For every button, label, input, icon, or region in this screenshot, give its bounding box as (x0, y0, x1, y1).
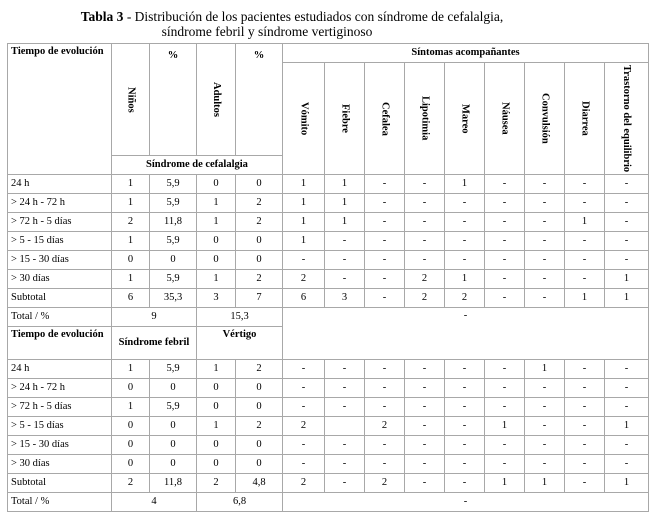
symptom-cell: - (485, 270, 525, 289)
symptom-cell: - (365, 436, 405, 455)
symptom-cell: - (565, 398, 605, 417)
symptom-cell: - (485, 251, 525, 270)
symptom-cell: - (445, 436, 485, 455)
row-label: > 24 h - 72 h (8, 379, 112, 398)
symptom-cell: - (485, 213, 525, 232)
symptom-cell: - (525, 251, 565, 270)
total-symptoms: - (283, 493, 649, 512)
value-cell: 0 (197, 232, 236, 251)
symptom-cell: 3 (325, 289, 365, 308)
header-sintomas: Síntomas acompañantes (283, 44, 649, 63)
symptom-cell: - (365, 213, 405, 232)
table-row (8, 213, 649, 232)
header-symptom-0 (283, 63, 325, 175)
symptom-cell: - (365, 398, 405, 417)
header-tiempo: Tiempo de evolución (8, 44, 112, 175)
symptom-cell: - (283, 379, 325, 398)
header-symptom-3 (405, 63, 445, 175)
header-sindrome-cefalalgia: Síndrome de cefalalgia (112, 156, 283, 175)
value-cell: 0 (197, 175, 236, 194)
symptom-cell: - (565, 436, 605, 455)
symptom-cell: 1 (283, 194, 325, 213)
section2-header-vertigo: Vértigo (197, 327, 283, 360)
value-cell: 3 (197, 289, 236, 308)
symptom-cell: - (283, 360, 325, 379)
caption-line-2: síndrome febril y síndrome vertiginoso (161, 24, 373, 39)
table-caption (0, 9, 654, 39)
symptom-cell: - (565, 251, 605, 270)
symptom-cell: - (605, 251, 649, 270)
symptom-cell: 2 (365, 417, 405, 436)
symptom-cell: - (325, 455, 365, 474)
value-cell: 6 (112, 289, 150, 308)
value-cell: 2 (112, 474, 150, 493)
symptom-cell: - (565, 474, 605, 493)
symptom-cell (325, 417, 365, 436)
value-cell: 0 (197, 398, 236, 417)
symptom-cell: - (525, 289, 565, 308)
value-cell: 1 (112, 360, 150, 379)
symptom-cell: - (405, 175, 445, 194)
symptom-cell: - (445, 455, 485, 474)
symptom-cell: - (325, 436, 365, 455)
row-label: > 5 - 15 días (8, 232, 112, 251)
row-label: > 30 días (8, 455, 112, 474)
row-label: > 5 - 15 días (8, 417, 112, 436)
header-adultos-label: Adultos (211, 82, 222, 118)
value-cell: 1 (197, 360, 236, 379)
symptom-cell: - (445, 213, 485, 232)
header-symptom-6 (525, 63, 565, 175)
total-ninos: 4 (112, 493, 197, 512)
header-symptom-4 (445, 63, 485, 175)
table-row (8, 360, 649, 379)
symptom-cell: - (605, 175, 649, 194)
value-cell: 0 (236, 379, 283, 398)
symptom-cell: - (365, 360, 405, 379)
symptom-cell: - (445, 417, 485, 436)
value-cell: 5,9 (150, 194, 197, 213)
symptom-cell: - (325, 360, 365, 379)
table-row (8, 175, 649, 194)
value-cell: 1 (112, 270, 150, 289)
symptom-cell: - (365, 455, 405, 474)
value-cell: 0 (112, 379, 150, 398)
symptom-label: Náusea (499, 102, 511, 135)
symptom-cell: - (525, 232, 565, 251)
symptom-cell: 2 (283, 270, 325, 289)
header-pct-1: % (150, 44, 197, 156)
symptom-cell: - (365, 289, 405, 308)
symptom-cell: - (445, 194, 485, 213)
symptom-cell: - (565, 379, 605, 398)
section2-header-febril: Síndrome febril (112, 327, 197, 360)
value-cell: 1 (197, 213, 236, 232)
symptom-cell: 2 (283, 417, 325, 436)
symptom-cell: 1 (325, 213, 365, 232)
table-row (8, 270, 649, 289)
table-row (8, 398, 649, 417)
symptom-cell: 1 (605, 289, 649, 308)
value-cell: 0 (112, 417, 150, 436)
total-symptoms: - (283, 308, 649, 360)
symptom-cell: - (325, 474, 365, 493)
value-cell: 2 (236, 270, 283, 289)
data-table (7, 43, 649, 512)
symptom-cell: - (445, 398, 485, 417)
table-row (8, 417, 649, 436)
row-label: 24 h (8, 175, 112, 194)
symptom-cell: - (485, 360, 525, 379)
section2-header-tiempo: Tiempo de evolución (8, 327, 112, 360)
header-pct-2: % (236, 44, 283, 156)
symptom-cell: - (365, 175, 405, 194)
header-row-1 (8, 44, 649, 63)
table-row (8, 379, 649, 398)
symptom-cell: - (405, 232, 445, 251)
symptom-cell: - (485, 175, 525, 194)
symptom-cell: 2 (365, 474, 405, 493)
header-ninos (112, 44, 150, 156)
symptom-cell: - (283, 455, 325, 474)
symptom-cell: - (565, 270, 605, 289)
symptom-cell: 1 (283, 175, 325, 194)
value-cell: 1 (197, 417, 236, 436)
value-cell: 2 (236, 213, 283, 232)
table-row (8, 289, 649, 308)
symptom-cell: - (445, 379, 485, 398)
symptom-cell: - (605, 213, 649, 232)
symptom-cell: - (405, 417, 445, 436)
symptom-cell: - (605, 455, 649, 474)
symptom-cell: 2 (445, 289, 485, 308)
value-cell: 5,9 (150, 360, 197, 379)
symptom-cell: - (525, 398, 565, 417)
symptom-cell: - (283, 398, 325, 417)
symptom-cell: - (405, 213, 445, 232)
symptom-cell: - (565, 232, 605, 251)
symptom-cell: - (525, 379, 565, 398)
symptom-label: Lipotimia (419, 96, 431, 141)
symptom-cell: - (485, 232, 525, 251)
value-cell: 1 (112, 175, 150, 194)
value-cell: 0 (150, 417, 197, 436)
symptom-cell: 1 (283, 232, 325, 251)
row-label: Subtotal (8, 289, 112, 308)
symptom-cell: - (405, 194, 445, 213)
value-cell: 0 (150, 379, 197, 398)
total-label: Total / % (8, 308, 112, 327)
symptom-cell: - (605, 398, 649, 417)
table-row (8, 455, 649, 474)
value-cell: 35,3 (150, 289, 197, 308)
total-label: Total / % (8, 493, 112, 512)
value-cell: 0 (150, 251, 197, 270)
symptom-cell: - (283, 436, 325, 455)
value-cell: 0 (112, 436, 150, 455)
value-cell: 1 (197, 270, 236, 289)
value-cell: 4,8 (236, 474, 283, 493)
header-ninos-label: Niños (125, 86, 137, 113)
value-cell: 0 (197, 436, 236, 455)
value-cell: 2 (236, 360, 283, 379)
symptom-label: Diarrea (579, 101, 591, 136)
symptom-cell: - (325, 270, 365, 289)
symptom-cell: 2 (405, 270, 445, 289)
symptom-cell: 1 (325, 175, 365, 194)
symptom-cell: - (365, 379, 405, 398)
symptom-cell: - (445, 360, 485, 379)
header-symptom-7 (565, 63, 605, 175)
table-row (8, 251, 649, 270)
symptom-cell: - (405, 455, 445, 474)
value-cell: 2 (197, 474, 236, 493)
value-cell: 5,9 (150, 398, 197, 417)
symptom-cell: 1 (525, 474, 565, 493)
symptom-cell: - (445, 232, 485, 251)
symptom-label: Convulsión (539, 93, 551, 144)
row-label: 24 h (8, 360, 112, 379)
row-label: Subtotal (8, 474, 112, 493)
row-label: > 15 - 30 días (8, 251, 112, 270)
symptom-cell: - (605, 379, 649, 398)
symptom-cell: - (365, 232, 405, 251)
symptom-cell: - (485, 398, 525, 417)
row-label: > 72 h - 5 días (8, 398, 112, 417)
table-row (8, 436, 649, 455)
value-cell: 5,9 (150, 175, 197, 194)
symptom-cell: - (605, 194, 649, 213)
header-symptom-2 (365, 63, 405, 175)
total-adultos: 6,8 (197, 493, 283, 512)
symptom-cell: 1 (605, 270, 649, 289)
value-cell: 1 (112, 232, 150, 251)
row-label: > 15 - 30 días (8, 436, 112, 455)
header-symptom-1 (325, 63, 365, 175)
value-cell: 11,8 (150, 213, 197, 232)
symptom-cell: - (565, 455, 605, 474)
caption-label: Tabla 3 (80, 9, 124, 24)
symptom-cell: 1 (485, 417, 525, 436)
symptom-label: Vómito (298, 101, 310, 136)
symptom-cell: - (405, 436, 445, 455)
table-row (8, 232, 649, 251)
symptom-cell: - (565, 360, 605, 379)
symptom-cell: 1 (565, 289, 605, 308)
value-cell: 11,8 (150, 474, 197, 493)
symptom-cell: - (325, 251, 365, 270)
symptom-cell: - (565, 194, 605, 213)
caption-line-1: - Distribución de los pacientes estudiados con síndrome de cefalalgia, (123, 9, 504, 24)
value-cell: 0 (150, 455, 197, 474)
symptom-cell: 2 (283, 474, 325, 493)
symptom-cell: - (405, 251, 445, 270)
value-cell: 1 (112, 194, 150, 213)
symptom-cell: 1 (565, 213, 605, 232)
value-cell: 0 (236, 455, 283, 474)
symptom-cell: - (525, 436, 565, 455)
symptom-cell: 1 (605, 417, 649, 436)
symptom-cell: - (405, 379, 445, 398)
symptom-cell: - (445, 474, 485, 493)
symptom-label: Fiebre (339, 104, 351, 134)
symptom-label: Mareo (459, 103, 471, 134)
symptom-cell: - (283, 251, 325, 270)
symptom-cell: 2 (405, 289, 445, 308)
value-cell: 1 (197, 194, 236, 213)
symptom-cell: - (445, 251, 485, 270)
symptom-cell: - (565, 175, 605, 194)
symptom-cell: 1 (485, 474, 525, 493)
value-cell: 0 (236, 232, 283, 251)
symptom-cell: - (605, 360, 649, 379)
symptom-cell: - (485, 455, 525, 474)
table-row (8, 474, 649, 493)
symptom-cell: 1 (325, 194, 365, 213)
symptom-cell: - (485, 289, 525, 308)
symptom-label: Cefalea (379, 101, 391, 136)
symptom-cell: 6 (283, 289, 325, 308)
header-symptom-5 (485, 63, 525, 175)
total-ninos: 9 (112, 308, 197, 327)
row-label: > 24 h - 72 h (8, 194, 112, 213)
symptom-cell: - (405, 360, 445, 379)
value-cell: 0 (197, 379, 236, 398)
symptom-cell: 1 (605, 474, 649, 493)
symptom-cell: - (525, 175, 565, 194)
symptom-cell: - (485, 436, 525, 455)
symptom-cell: - (325, 232, 365, 251)
value-cell: 2 (236, 417, 283, 436)
symptom-cell: - (365, 270, 405, 289)
symptom-cell: - (365, 251, 405, 270)
value-cell: 0 (236, 175, 283, 194)
symptom-cell: - (485, 379, 525, 398)
value-cell: 0 (197, 455, 236, 474)
header-adultos (197, 44, 236, 156)
symptom-cell: - (605, 436, 649, 455)
symptom-cell: - (525, 213, 565, 232)
value-cell: 0 (112, 251, 150, 270)
total-row (8, 308, 649, 327)
value-cell: 0 (150, 436, 197, 455)
value-cell: 7 (236, 289, 283, 308)
symptom-cell: - (525, 194, 565, 213)
table-row (8, 194, 649, 213)
symptom-cell: 1 (525, 360, 565, 379)
symptom-label: Trastorno del equilibrio (621, 65, 633, 173)
symptom-cell: - (525, 270, 565, 289)
symptom-cell: - (605, 232, 649, 251)
value-cell: 0 (236, 436, 283, 455)
value-cell: 5,9 (150, 270, 197, 289)
value-cell: 1 (112, 398, 150, 417)
value-cell: 0 (197, 251, 236, 270)
symptom-cell: 1 (283, 213, 325, 232)
total-row (8, 493, 649, 512)
total-adultos: 15,3 (197, 308, 283, 327)
symptom-cell: - (525, 417, 565, 436)
row-label: > 72 h - 5 días (8, 213, 112, 232)
symptom-cell: - (325, 398, 365, 417)
value-cell: 2 (112, 213, 150, 232)
symptom-cell: - (405, 398, 445, 417)
row-label: > 30 días (8, 270, 112, 289)
value-cell: 5,9 (150, 232, 197, 251)
symptom-cell: - (325, 379, 365, 398)
symptom-cell: - (365, 194, 405, 213)
symptom-cell: 1 (445, 175, 485, 194)
value-cell: 0 (112, 455, 150, 474)
header-symptom-8 (605, 63, 649, 175)
symptom-cell: - (525, 455, 565, 474)
value-cell: 0 (236, 251, 283, 270)
symptom-cell: 1 (445, 270, 485, 289)
symptom-cell: - (485, 194, 525, 213)
value-cell: 0 (236, 398, 283, 417)
value-cell: 2 (236, 194, 283, 213)
symptom-cell: - (565, 417, 605, 436)
symptom-cell: - (405, 474, 445, 493)
